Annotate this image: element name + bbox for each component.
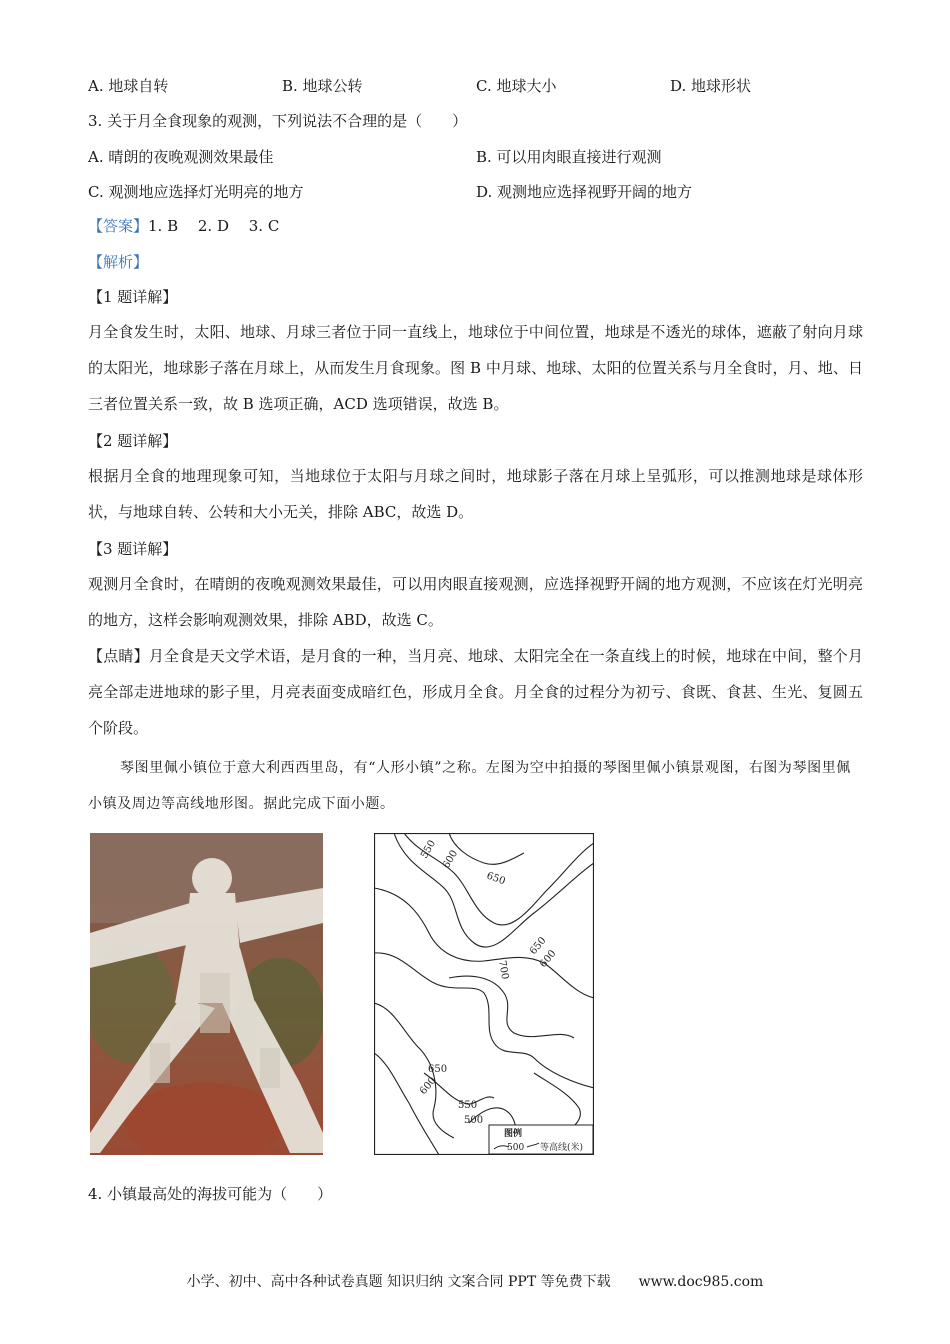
contour-label: 650 bbox=[484, 870, 507, 888]
dianjing-text: 月全食是天文学术语，是月食的一种，当月亮、地球、太阳完全在一条直线上的时候，地球在中间，整个月亮全部走进地球的影子里，月亮表面变成暗红色，形成月全食。月全食的过程分为初亏、食既、食甚、生光、复圆五个阶段。 bbox=[88, 647, 863, 737]
legend-value: 500 bbox=[507, 1143, 525, 1153]
answer-text: 1. B 2. D 3. C bbox=[148, 217, 280, 235]
contour-label: 600 bbox=[417, 1075, 439, 1097]
q3-option-a: A. 晴朗的夜晚观测效果最佳 bbox=[88, 148, 274, 166]
dianjing-paragraph bbox=[88, 638, 863, 746]
contour-label: 600 bbox=[537, 948, 559, 970]
q3-option-d: D. 观测地应选择视野开阔的地方 bbox=[476, 183, 693, 201]
contour-label: 650 bbox=[428, 1064, 448, 1075]
contour-map bbox=[374, 833, 594, 1155]
detail-2-title: 【2 题详解】 bbox=[88, 432, 178, 450]
q3-option-b: B. 可以用肉眼直接进行观测 bbox=[476, 148, 662, 166]
contour-label: 650 bbox=[527, 935, 549, 957]
legend-text: 等高线(米) bbox=[540, 1143, 584, 1153]
page-footer: 小学、初中、高中各种试卷真题 知识归纳 文案合同 PPT 等免费下载 www.doc985.com bbox=[186, 1274, 764, 1290]
analysis-tag: 【解析】 bbox=[88, 253, 149, 271]
option-b: B. 地球公转 bbox=[282, 77, 363, 95]
option-d: D. 地球形状 bbox=[670, 77, 752, 95]
dianjing-tag: 【点睛】 bbox=[88, 647, 149, 665]
detail-3-text: 观测月全食时，在晴朗的夜晚观测效果最佳，可以用肉眼直接观测，应选择视野开阔的地方观测，不应该在灯光明亮的地方，这样会影响观测效果，排除 ABD，故选 C。 bbox=[88, 575, 863, 629]
detail-2-text: 根据月全食的地理现象可知，当地球位于太阳与月球之间时，地球影子落在月球上呈弧形，可以推测地球是球体形状，与地球自转、公转和大小无关，排除 ABC，故选 D。 bbox=[88, 467, 863, 521]
legend-title: 图例 bbox=[504, 1129, 523, 1139]
answer-line bbox=[88, 216, 279, 236]
contour-label: 600 bbox=[441, 848, 461, 871]
material-intro: 琴图里佩小镇位于意大利西西里岛，有“人形小镇”之称。左图为空中拍摄的琴图里佩小镇景观图，右图为琴图里佩小镇及周边等高线地形图。据此完成下面小题。 bbox=[88, 760, 851, 812]
answer-tag: 【答案】 bbox=[88, 217, 149, 235]
contour-label: 550 bbox=[458, 1100, 478, 1111]
contour-label: 700 bbox=[496, 959, 511, 981]
detail-1-text: 月全食发生时，太阳、地球、月球三者位于同一直线上，地球位于中间位置，地球是不透光的球体，遮蔽了射向月球的太阳光，地球影子落在月球上，从而发生月食现象。图 B 中月球、地球、太阳的位置关系与月全食时，月、地、日三者位置关系一致，故 B 选项正确，ACD 选项错误，故选 B。 bbox=[88, 323, 863, 413]
question-4-stem: 4. 小镇最高处的海拔可能为（ ） bbox=[88, 1185, 333, 1203]
q3-option-c: C. 观测地应选择灯光明亮的地方 bbox=[88, 183, 304, 201]
map-legend bbox=[489, 1125, 593, 1154]
contour-label: 500 bbox=[464, 1115, 484, 1126]
aerial-photo bbox=[90, 833, 323, 1155]
question-3-stem: 3. 关于月全食现象的观测，下列说法不合理的是（ ） bbox=[88, 112, 468, 130]
detail-3-title: 【3 题详解】 bbox=[88, 540, 178, 558]
option-a: A. 地球自转 bbox=[88, 77, 169, 95]
option-c: C. 地球大小 bbox=[476, 77, 557, 95]
contour-label: 550 bbox=[419, 838, 439, 861]
detail-1-title: 【1 题详解】 bbox=[88, 288, 178, 306]
